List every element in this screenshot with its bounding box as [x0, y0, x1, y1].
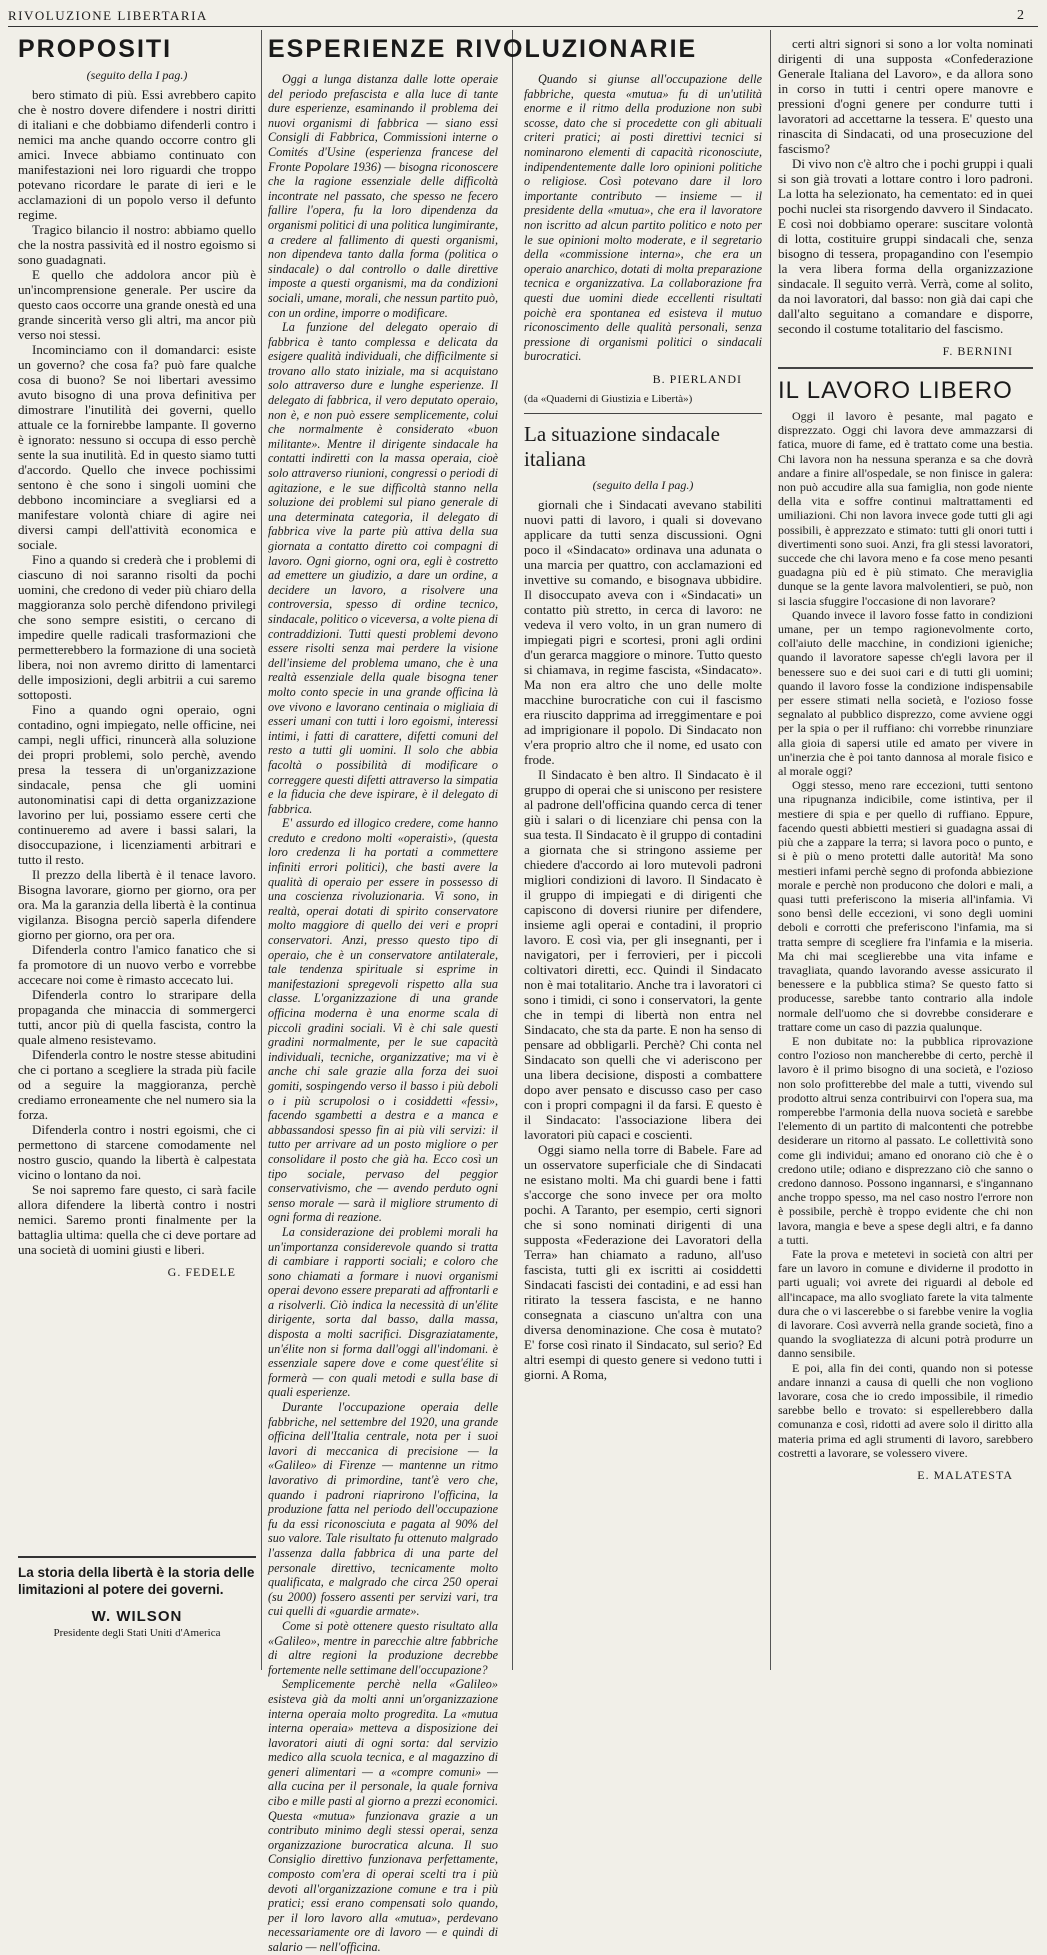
paragraph: Il Sindacato è ben altro. Il Sindacato è il gruppo di operai che si uniscono per resistere al padrone dell'officina quando cerca di tener giù i salari o di licenziare chi pensa con la sua testa. Il Sindacato è il gruppo di contadini a giornata che si stringono assieme per chiedere d'accordo ai loro mutevoli padroni migliori condizioni di lavoro. Il Sindacato è il gruppo di impiegati e di dirigenti che capiscono di doversi riunire per difendere, insieme agli operai e contadini, il proprio lavoro. E così via, per gli insegnanti, per i navigatori, per i ferrovieri, per i piccoli coltivatori diretti, ecc. Quindi il Sindacato non è mai totalitario. Anche tra i lavoratori ci sono i timidi, ci sono i conservatori, la gente che in tempi di libertà non entra nel Sindacato, che sta da parte. E non ha senso di pensare ad obbligarli. Perchè? Chi conta nel Sindacato son quelli che vi aderiscono per una libera decisione, disposti a combattere dopo aver pensato e discusso caso per caso con i propri compagni il da farsi. E questo è il Sindacato: l'associazione libera dei lavoratori più capaci e coscienti.: [524, 766, 762, 1142]
article-propositi: [18, 36, 256, 1556]
article-title: IL LAVORO LIBERO: [778, 377, 1013, 404]
paragraph: Fino a quando ogni operaio, ogni contadino, ogni impiegato, nelle officine, nei campi, negli uffici, rinuncerà alla soluzione dei propri problemi, solo perchè, avendo presa la tessera di un'organizzazione sindacale, pensa che gli uomini autonominatisi capi di detta organizzazione lavorino per lui, possiamo essere certi che continueremo ad avere i bassi salari, la disoccupazione, i licenziamenti arbitrari e tutto il resto.: [18, 702, 256, 867]
paragraph: Fate la prova e metetevi in società con altri per fare un lavoro in comune e dividerne il prodotto in parti uguali; voi avrete dei riguardi al debole ed all'incapace, ma allo svogliato farete la vita talmente dura che o vi lascerebbe o si farebbe venire la voglia di lavorare. Così avverrà nella grande società, fino a quando la svogliatezza di alcuni potrà produrre un danno sensibile.: [778, 1246, 1033, 1361]
quote-box: [18, 1556, 256, 1668]
paragraph: Difenderla contro lo straripare della propaganda che minaccia di sommergerci tutti, ancor più di quella fascista, contro la quale almeno resistevamo.: [18, 987, 256, 1047]
paragraph: Oggi siamo nella torre di Babele. Fare ad un osservatore superficiale che di Sindacati ne esistano molti. Ma chi guardi bene i fatti s'accorge che sono invece per ora molto pochi. A Taranto, per esempio, certi signori che si sono nominati dirigenti di una supposta «Federazione dei Lavoratori della Terra» han chiamato a raduno, all'uso fascista, tutti gli ex iscritti ai cosiddetti Sindacati fascisti dei contadini, e ad essi han ritirato la tessera fascista, e ne hanno consegnata a ciascuno un'altra con una diversa denominazione. Che cosa è mutato? E' forse così rinato il Sindacato, sul serio? Ed altri esempi di questo genere si vedono tutti i giorni. A Roma,: [524, 1141, 762, 1382]
paragraph: E non dubitate no: la pubblica riprovazione contro l'ozioso non mancherebbe di certo, perchè il lavoro è il primo bisogno di una società, e l'ozioso non solo profitterebbe del male a tutti, vivendo sul prodotto altrui senza contribuirvi con l'opera sua, ma romperebbe l'armonia della nuova società e sarebbe l'elemento di un partito di malcontenti che potrebbe desiderare un ritorno al passato. Le collettività sono come gli individui; amano ed onorano ciò che è o credono utile; odiano e disprezzano ciò che sanno o credono dannoso. Possono ingannarsi, e s'ingannano anche troppo spesso, ma nel caso nostro l'errore non è possibile, perchè è troppo evidente che chi non lavora, mangia e beve a spese degli altri, e fa danno a tutti.: [778, 1033, 1033, 1247]
paragraph: bero stimato di più. Essi avrebbero capito che è nostro dovere difendere i nostri diritti di italiani e che dobbiamo difenderli contro i nemici ma anche quando occorre contro gli amici. Invece abbiamo continuato con manifestazioni nei loro riguardi che troppo potevano ricordare le parate di ieri e le acclamazioni di un popolo verso il defunto regime.: [18, 87, 256, 222]
paragraph: Tragico bilancio il nostro: abbiamo quello che la nostra passività ed il nostro egoismo si sono guadagnati.: [18, 222, 256, 267]
paragraph: Quando invece il lavoro fosse fatto in condizioni umane, per un tempo ragionevolmente corto, coll'aiuto delle macchine, in condizioni igieniche; quando il lavoratore sapesse ch'egli lavora per il benessere suo e dei suoi cari e di tutti gli uomini; quando il lavoro fosse la condizione indispensabile per essere stimati nella società, e l'ozioso fosse segnalato al pubblico disprezzo, come avviene oggi per la spia o per il ruffiano: chi vorrebbe rinunziare alla gioia di sapersi utile ed amato per vivere in un'inerzia che è poi tanto dannosa al morale fisico e al morale oggi?: [778, 607, 1033, 779]
article-title: ESPERIENZE RIVOLUZIONARIE: [268, 35, 698, 63]
paragraph: Come si potè ottenere questo risultato alla «Galileo», mentre in parecchie altre fabbriche di altre regioni la produzione decrebbe fortemente nelle settimane dell'occupazione?: [268, 1618, 498, 1677]
column-divider: [261, 30, 262, 1670]
paragraph: Difenderla contro le nostre stesse abitudini che ci portano a scegliere la strada più facile od a seguire la maggioranza, perchè crediamo erroneamente che nel numero sia la forza.: [18, 1047, 256, 1122]
article-title: PROPOSITI: [18, 35, 173, 63]
page-number: 2: [1017, 8, 1024, 23]
paragraph: Incominciamo con il domandarci: esiste un governo? che cosa fa? può fare qualche cosa di buono? Se noi libertari avessimo avuto bisogno di una prova definitiva per dimostrare l'inutilità dei governi, quello attuale ce la fornirebbe lampante. Il governo è ignorato: nessuno si occupa di esso perchè sente la sua inutilità. Ed in questo siamo tutti d'accordo. Quello che invece pochissimi sentono è che sono i singoli uomini che debbono incominciare a svegliarsi ed a manifestare volontà chiare di agire nei diversi campi dell'attività economica e sociale.: [18, 342, 256, 552]
quote-text: La storia della libertà è la storia delle limitazioni al potere dei governi.: [18, 1565, 255, 1597]
paragraph: La considerazione dei problemi morali ha un'importanza considerevole quando si tratta di cambiare i rapporti sociali; e coloro che sono chiamati a formare i nuovi organismi operai devono essere preparati ad affrontarli e a risolverli. Ciò indica la necessità di un'élite dirigente, sorta dal basso, dalla massa, disposta a molti sacrifici. Disgraziatamente, un'élite non si forma dall'oggi all'indomani. è essenziale sapere dove e come quest'élite si formerà — con quali metodi e sulla base di quali esperienze.: [268, 1224, 498, 1400]
column-four: [778, 36, 1033, 1666]
paragraph: E' assurdo ed illogico credere, come hanno creduto e credono molti «operaisti», (questa loro credenza li ha portati a commettere infiniti errori politici), che basti avere la qualità di operaio per essere in possesso di una coscienza rivoluzionaria. Vi sono, in realtà, operai dotati di spirito conservatore molto maggiore di quello dei veri e propri conservatori. Anzi, presso questo tipo di operaio, che è un conservatore antilaterale, tale tendenza spirituale si esprime in manifestazioni spregevoli rispetto alla sua classe. L'organizzazione di una grande officina moderna è una enorme scala di piccoli gradini sociali. Vi è chi sale questi gradini normalmente, per le sue capacità individuali, tecniche, organizzative; ma vi è anche chi sale grazie alla forza dei suoi gomiti, sospingendo verso il basso i più deboli o i più scrupolosi o i cosiddetti «fessi», facendo sgambetti a destra e a manca e abbassandosi spesso fin ai più vili servizi: il tutto per arrivare ad un posto migliore o per consolidare il posto che già ha. Ecco così un tipo sociale, pervaso del peggior conservativismo, che — avendo perduto ogni senso morale — sarà il migliore strumento di ogni forma di reazione.: [268, 816, 498, 1225]
paragraph: Fino a quando si crederà che i problemi di ciascuno di noi saranno risolti da pochi uomini, che credono di veder più chiaro della maggioranza solo perchè difendono privilegi che sono sempre esistiti, o cercano di impedire quelle radicali trasformazioni che permetterebbero la formazione di una società libera, noi non avremo diritto di lamentarci delle imposizioni, degli arbitrii a cui saremo sottoposti.: [18, 552, 256, 702]
author-signature: E. MALATESTA: [917, 1468, 1013, 1483]
column-divider: [770, 30, 771, 1670]
paragraph: Difenderla contro i nostri egoismi, che ci permettono di starcene comodamente nel nostro guscio, quando la libertà è calpestata vicino o lontano da noi.: [18, 1122, 256, 1182]
paragraph: Oggi il lavoro è pesante, mal pagato e disprezzato. Oggi chi lavora deve ammazzarsi di fatica, muore di fame, ed è trattato come una bestia. Chi lavora non ha nessuna speranza e sa che dovrà andare a finire all'ospedale, se non finisce in galera: non può accudire alla sua famiglia, non gode niente della vita e soffre continui maltrattamenti ed umiliazioni. Chi non lavora invece gode tutti gli agi possibili, è apprezzato e stimato: tutti gli onori tutti i divertimenti sono suoi. Anzi, fra gli stessi lavoratori, succede che chi lavora meno e fa cose meno pesanti guadagna più ed è più stimato. Che meraviglia dunque se la gente lavora malvolentieri, se può, non si lascia sfuggire l'occasione di non lavorare?: [778, 409, 1033, 608]
divider: [524, 413, 762, 414]
author-signature: G. FEDELE: [167, 1265, 236, 1279]
source-note: (da «Quaderni di Giustizia e Libertà»): [524, 392, 693, 405]
quote-author-role: Presidente degli Stati Uniti d'America: [53, 1627, 221, 1639]
paragraph: Se noi sapremo fare questo, ci sarà facile allora difendere la libertà contro i nostri nemici. Saremo pronti finalmente per la battaglia ultima: quella che ci deve portare ad una società di uomini giusti e liberi.: [18, 1182, 256, 1257]
article-subtitle: (seguito della I pag.): [592, 477, 694, 492]
paragraph: Durante l'occupazione operaia delle fabbriche, nel settembre del 1920, una grande officina dell'Italia centrale, nota per i suoi lavori di meccanica di precisione — la «Galileo» di Firenze — mantenne un ritmo lavorativo di primordine, tant'è vero che, quando i padroni riaprirono l'officina, la produzione fatta nel periodo dell'occupazione fu da essi riconosciuta e pagata al 90% del suo valore. Tale risultato fu ottenuto malgrado l'assenza dalla fabbrica di una parte del personale direttivo, tecnicamente molto qualificata, e malgrado che circa 250 operai (su 2000) fossero assenti per servizi vari, tra cui quelli di «guardie armate».: [268, 1400, 498, 1619]
paragraph: Di vivo non c'è altro che i pochi gruppi i quali si son già trovati a lottare contro i loro padroni. La lotta ha selezionato, ha cementato: ed in quei pochi nuclei sta risorgendo davvero il Sindacato. E così noi dobbiamo operare: suscitare volontà di lotta, costituire gruppi sindacali che, senza bisogno di tessera, propagandino con l'esempio la vera libera forma della organizzazione sindacale. Il seguito verrà. Verrà, come al solito, da noi lavoratori, dal basso: non già dai capi che dall'alto seguitano a comandare e disporre, secondo il costume totalitario del fascismo.: [778, 156, 1033, 336]
paragraph: giornali che i Sindacati avevano stabiliti nuovi patti di lavoro, i quali si dovevano applicare da tutti senza discussioni. Ogni poco il «Sindacato» ordinava una adunata o una marcia per quattro, con acclamazioni ed invettive su comando, e bisognava ubbidire. Il disoccupato aveva con i «Sindacati» un contatto più stretto, in cerca di lavoro: ne vedeva il vero volto, in un gran numero di impiegati pigri e scortesi, proni agli ordini d'un gerarca maggiore o minore. Tutto questo si chiamava, in regime fascista, «Sindacato». Ma non era altro che uno delle molte macchine burocratiche con cui il fascismo era riuscito dapprima ad irreggimentare e poi ad imprigionare il popolo. Di Sindacato non v'era proprio altro che il nome, ed usato con frode.: [524, 496, 762, 767]
article-subtitle: (seguito della I pag.): [86, 68, 188, 82]
paragraph: La funzione del delegato operaio di fabbrica è tanto complessa e delicata da esigere qualità individuali, che difficilmente si trovano allo stato iniziale, ma si acquistano solo attraverso dure e lunghe esperienze. Il delegato di fabbrica, il vero deputato operaio, non è, e non può essere semplicemente, colui che normalmente è considerato «buon militante». Mentre il dirigente sindacale ha contatti indiretti con la massa operaia, cioè solo attraverso riunioni, congressi o periodi di agitazione, e le sue difficoltà stanno nella soluzione dei problemi sul piano generale di una determinata categoria, il delegato di fabbrica vive la parte più attiva della sua giornata a contatto diretto coi compagni di lavoro. Ogni giorno, ogni ora, egli è costretto ad emettere un giudizio, a dare un ordine, a decidere un lavoro, a risolvere una controversia, spesso di ordine tecnico, sindacale, politico o viceversa, a volte piena di contraddizioni. Tutti questi problemi devono essere risolti senza mai perdere la visione dell'insieme del problema umano, che è una realtà essenziale della quale bisogna tener molto conto specie in una grande officina là ove vivono e lavorano centinaia o migliaia di esseri umani con tutti i loro egoismi, interessi intimi, i fatti di carattere, difetti comuni del resto a tutti gli uomini. Il solo che abbia facoltà o possibilità di modificare o correggere questi difetti attraverso la simpatia e la fiducia che deve ispirare, è il delegato di fabbrica.: [268, 320, 498, 816]
paragraph: Il prezzo della libertà è il tenace lavoro. Bisogna lavorare, giorno per giorno, ora per ora. Ma la garanzia della libertà è la continua vigilanza. Bisogna perciò saperla difendere giorno per giorno, ora per ora.: [18, 867, 256, 942]
author-signature: F. BERNINI: [942, 344, 1013, 358]
divider: [778, 367, 1033, 369]
newspaper-title: RIVOLUZIONE LIBERTARIA: [8, 8, 208, 23]
esperienze-col-1: [268, 72, 498, 1954]
paragraph: certi altri signori si sono a lor volta nominati dirigenti di una supposta «Confederazione Generale Italiana del Lavoro», e da allora sono in corso in tutti i centri opere manovre e pressioni d'ogni genere per condurre tutti i lavoratori ad accettarne la tessera. E' questo una rinascita di Sindacati, od una prosecuzione del fascismo?: [778, 36, 1033, 156]
paragraph: E poi, alla fin dei conti, quando non si potesse andare innanzi a causa di quelli che non vogliono lavorare, cosa che io credo impossibile, il rimedio sarebbe bello e trovato: si espellerebbero dalla comunanza e così, ridotti ad avere solo il diritto alla materia prima ed agli strumenti di lavoro, sarebbero costretti a lavorare, se volessero vivere.: [778, 1360, 1033, 1460]
author-signature: B. PIERLANDI: [652, 371, 742, 386]
quote-author: W. WILSON: [91, 1608, 183, 1625]
paragraph: Oggi a lunga distanza dalle lotte operaie del periodo prefascista e alla luce di tante dure esperienze, esaminando il problema dei nuovi organismi di fabbrica — siano essi Consigli di Fabbrica, Commissioni interne o Comités d'Usine (esperienza francese del Fronte Popolare 1936) — bisogna riconoscere che la ragione essenziale delle difficoltà incontrate nel passato, che spesso ne fecero fallire l'opera, fu la loro dipendenza da organismi politici di una politica lungimirante, a credere al fallimento di questi organismi, non dipendeva tanto dalla forma (politica o sindacale) o dal controllo o dalle direttive imposte a questi organismi, ma da condizioni sociali, umane, morali, che nessun partito può, con un ordine, imporre o modificare.: [268, 72, 498, 320]
masthead: [8, 8, 1038, 27]
column-three: [524, 72, 762, 1672]
paragraph: Difenderla contro l'amico fanatico che si fa promotore di un nuovo verbo e vorrebbe accecare noi come è rimasto accecato lui.: [18, 942, 256, 987]
article-title: La situazione sindacale italiana: [524, 421, 720, 471]
paragraph: Quando si giunse all'occupazione delle fabbriche, questa «mutua» fu di un'utilità enorme e il ritmo della produzione non subì scosse, dato che si procedette con gli abituali criteri pratici; ai posti direttivi tecnici si nominarono elementi di capacità riconosciute, indipendentemente dalle loro opinioni politiche o religiose. Così potevano dare il loro importante contributo — insieme — il presidente della «mutua», che era il lavoratore non iscritto ad alcun partito politico e noto per le sue opinioni molto moderate, e il segretario della «commissione interna», che era un operaio anarchico, dotati di molta preparazione tecnica e organizzativa. La collaborazione fra questi due uomini diede eccellenti risultati poichè era spontanea ed esisteva il mutuo riconoscimento delle qualità personali, senza pressione di organismi politici o sindacali burocratici.: [524, 72, 762, 364]
paragraph: E quello che addolora ancor più è un'incomprensione generale. Per uscire da questo caos occorre una grande onestà ed una grande sincerità verso gli altri, ma ancor più verso noi stessi.: [18, 267, 256, 342]
paragraph: Semplicemente perchè nella «Galileo» esisteva già da molti anni un'organizzazione interna operaia molto progredita. La «mutua interna operaia» metteva a disposizione dei lavoratori aiuti di ogni sorta: dal servizio medico alla scuola tecnica, e al magazzino di generi alimentari — a «compre comuni» — alla cucina per il personale, la quale forniva cibo e mille pasti al giorno a prezzi economici. Questa «mutua» funzionava grazie a un contributo minimo degli stessi operai, senza organizzazione burocratica alcuna. Il suo Consiglio direttivo funzionava perfettamente, composto com'era di operai scelti tra i più devoti all'organizzazione comune e tra i più pratici; essi erano compensati solo quando, per il loro lavoro alla «mutua», perdevano necessariamente ore di lavoro — e quindi di salario — nell'officina.: [268, 1677, 498, 1954]
paragraph: Oggi stesso, meno rare eccezioni, tutti sentono una ripugnanza indicibile, come istintiva, per il mestiere di spia e per quello di ruffiano. Eppure, facendo questi abbietti mestieri si guadagna assai di più che a zappare la terra; si lavora poco o punto, e si è più o meno protetti dalle autorità! Ma sono mestieri infami perchè segno di profonda abbiezione morale e perchè non producono che dolori e mali, a quasi tutti preferiscono la miseria all'infamia. Vi sono bensì delle eccezioni, vi sono degli uomini deboli e corrotti che preferiscono l'infamia, ma si tratta sempre di scegliere fra l'infamia e la miseria. Ma chi mai sceglierebbe una vita infame e travagliata, quando lavorando avesse assicurato il benessere e la pubblica stima? Se questo fatto si producesse, sarebbe tanto contrario alla indole normale dell'uomo che si dovrebbe considerare e trattare come un caso di pazzia qualunque.: [778, 778, 1033, 1034]
